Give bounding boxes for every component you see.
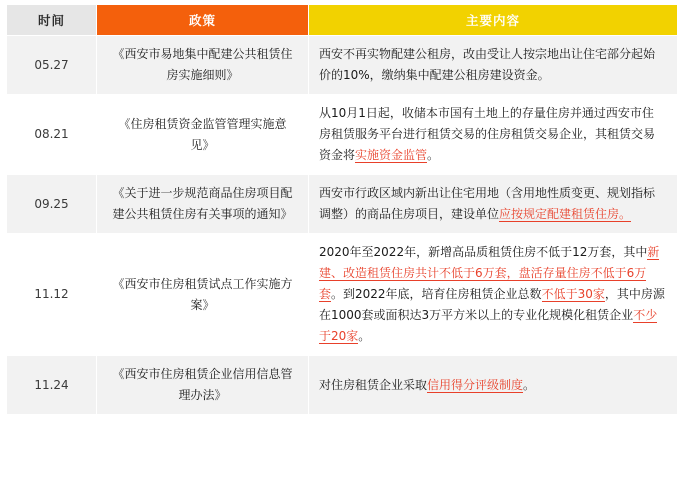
table-row bbox=[7, 234, 678, 356]
highlighted-text: 应按规定配建租赁住房。 bbox=[499, 207, 632, 221]
cell-content bbox=[309, 356, 678, 415]
column-header-policy: 政策 bbox=[97, 5, 309, 36]
highlighted-text: 不低于30家 bbox=[541, 287, 605, 301]
cell-time: 08.21 bbox=[7, 95, 97, 175]
cell-time: 11.24 bbox=[7, 356, 97, 415]
content-text: 。 bbox=[523, 377, 536, 392]
content-text: 对住房租赁企业采取 bbox=[319, 377, 428, 392]
cell-policy-name: 《西安市住房租赁企业信用信息管理办法》 bbox=[97, 356, 309, 415]
highlighted-text: 实施资金监管 bbox=[355, 148, 428, 162]
cell-policy-name: 《关于进一步规范商品住房项目配建公共租赁住房有关事项的通知》 bbox=[97, 175, 309, 234]
cell-time: 09.25 bbox=[7, 175, 97, 234]
cell-time: 11.12 bbox=[7, 234, 97, 356]
table-header bbox=[7, 5, 678, 36]
table-row bbox=[7, 95, 678, 175]
table-header-row bbox=[7, 5, 678, 36]
cell-policy-name: 《西安市住房租赁试点工作实施方案》 bbox=[97, 234, 309, 356]
table-row bbox=[7, 36, 678, 95]
cell-content bbox=[309, 234, 678, 356]
cell-content bbox=[309, 95, 678, 175]
column-header-time: 时间 bbox=[7, 5, 97, 36]
cell-content bbox=[309, 36, 678, 95]
content-text: 。 bbox=[427, 148, 440, 162]
cell-content bbox=[309, 175, 678, 234]
content-text: 从10月1日起，收储本市国有土地上的存量住房并通过西安市住房租赁服务平台进行租赁交易的住房租赁交易企业，其租赁交易资金将 bbox=[319, 106, 656, 162]
cell-policy-name: 《住房租赁资金监管管理实施意见》 bbox=[97, 95, 309, 175]
policy-timeline-table bbox=[6, 4, 678, 415]
content-text: 西安不再实物配建公租房，改由受让人按宗地出让住宅部分起始价的10%，缴纳集中配建公租房建设资金。 bbox=[319, 47, 656, 82]
column-header-content: 主要内容 bbox=[309, 5, 678, 36]
table-row bbox=[7, 356, 678, 415]
table-body bbox=[7, 36, 678, 415]
content-text: 西安市行政区域内新出让住宅用地（含用地性质变更、规划指标调整）的商品住房项目，建设单位 bbox=[319, 186, 656, 221]
content-text: ，其中房源在1000套或面积达3万平方米以上的专业化规模化租赁企业 bbox=[319, 287, 665, 322]
content-text: 。到2022年底，培育住房租赁企业总数 bbox=[331, 287, 542, 301]
cell-time: 05.27 bbox=[7, 36, 97, 95]
highlighted-text: 新建、改造租赁住房共计不低于6万套，盘活存量住房不低于6万套 bbox=[319, 245, 660, 301]
table-row bbox=[7, 175, 678, 234]
highlighted-text: 不少于20家 bbox=[319, 308, 658, 343]
cell-policy-name: 《西安市易地集中配建公共租赁住房实施细则》 bbox=[97, 36, 309, 95]
content-text: 。 bbox=[358, 329, 371, 343]
content-text: 2020年至2022年，新增高品质租赁住房不低于12万套，其中 bbox=[319, 245, 648, 259]
highlighted-text: 信用得分评级制度 bbox=[427, 377, 524, 392]
